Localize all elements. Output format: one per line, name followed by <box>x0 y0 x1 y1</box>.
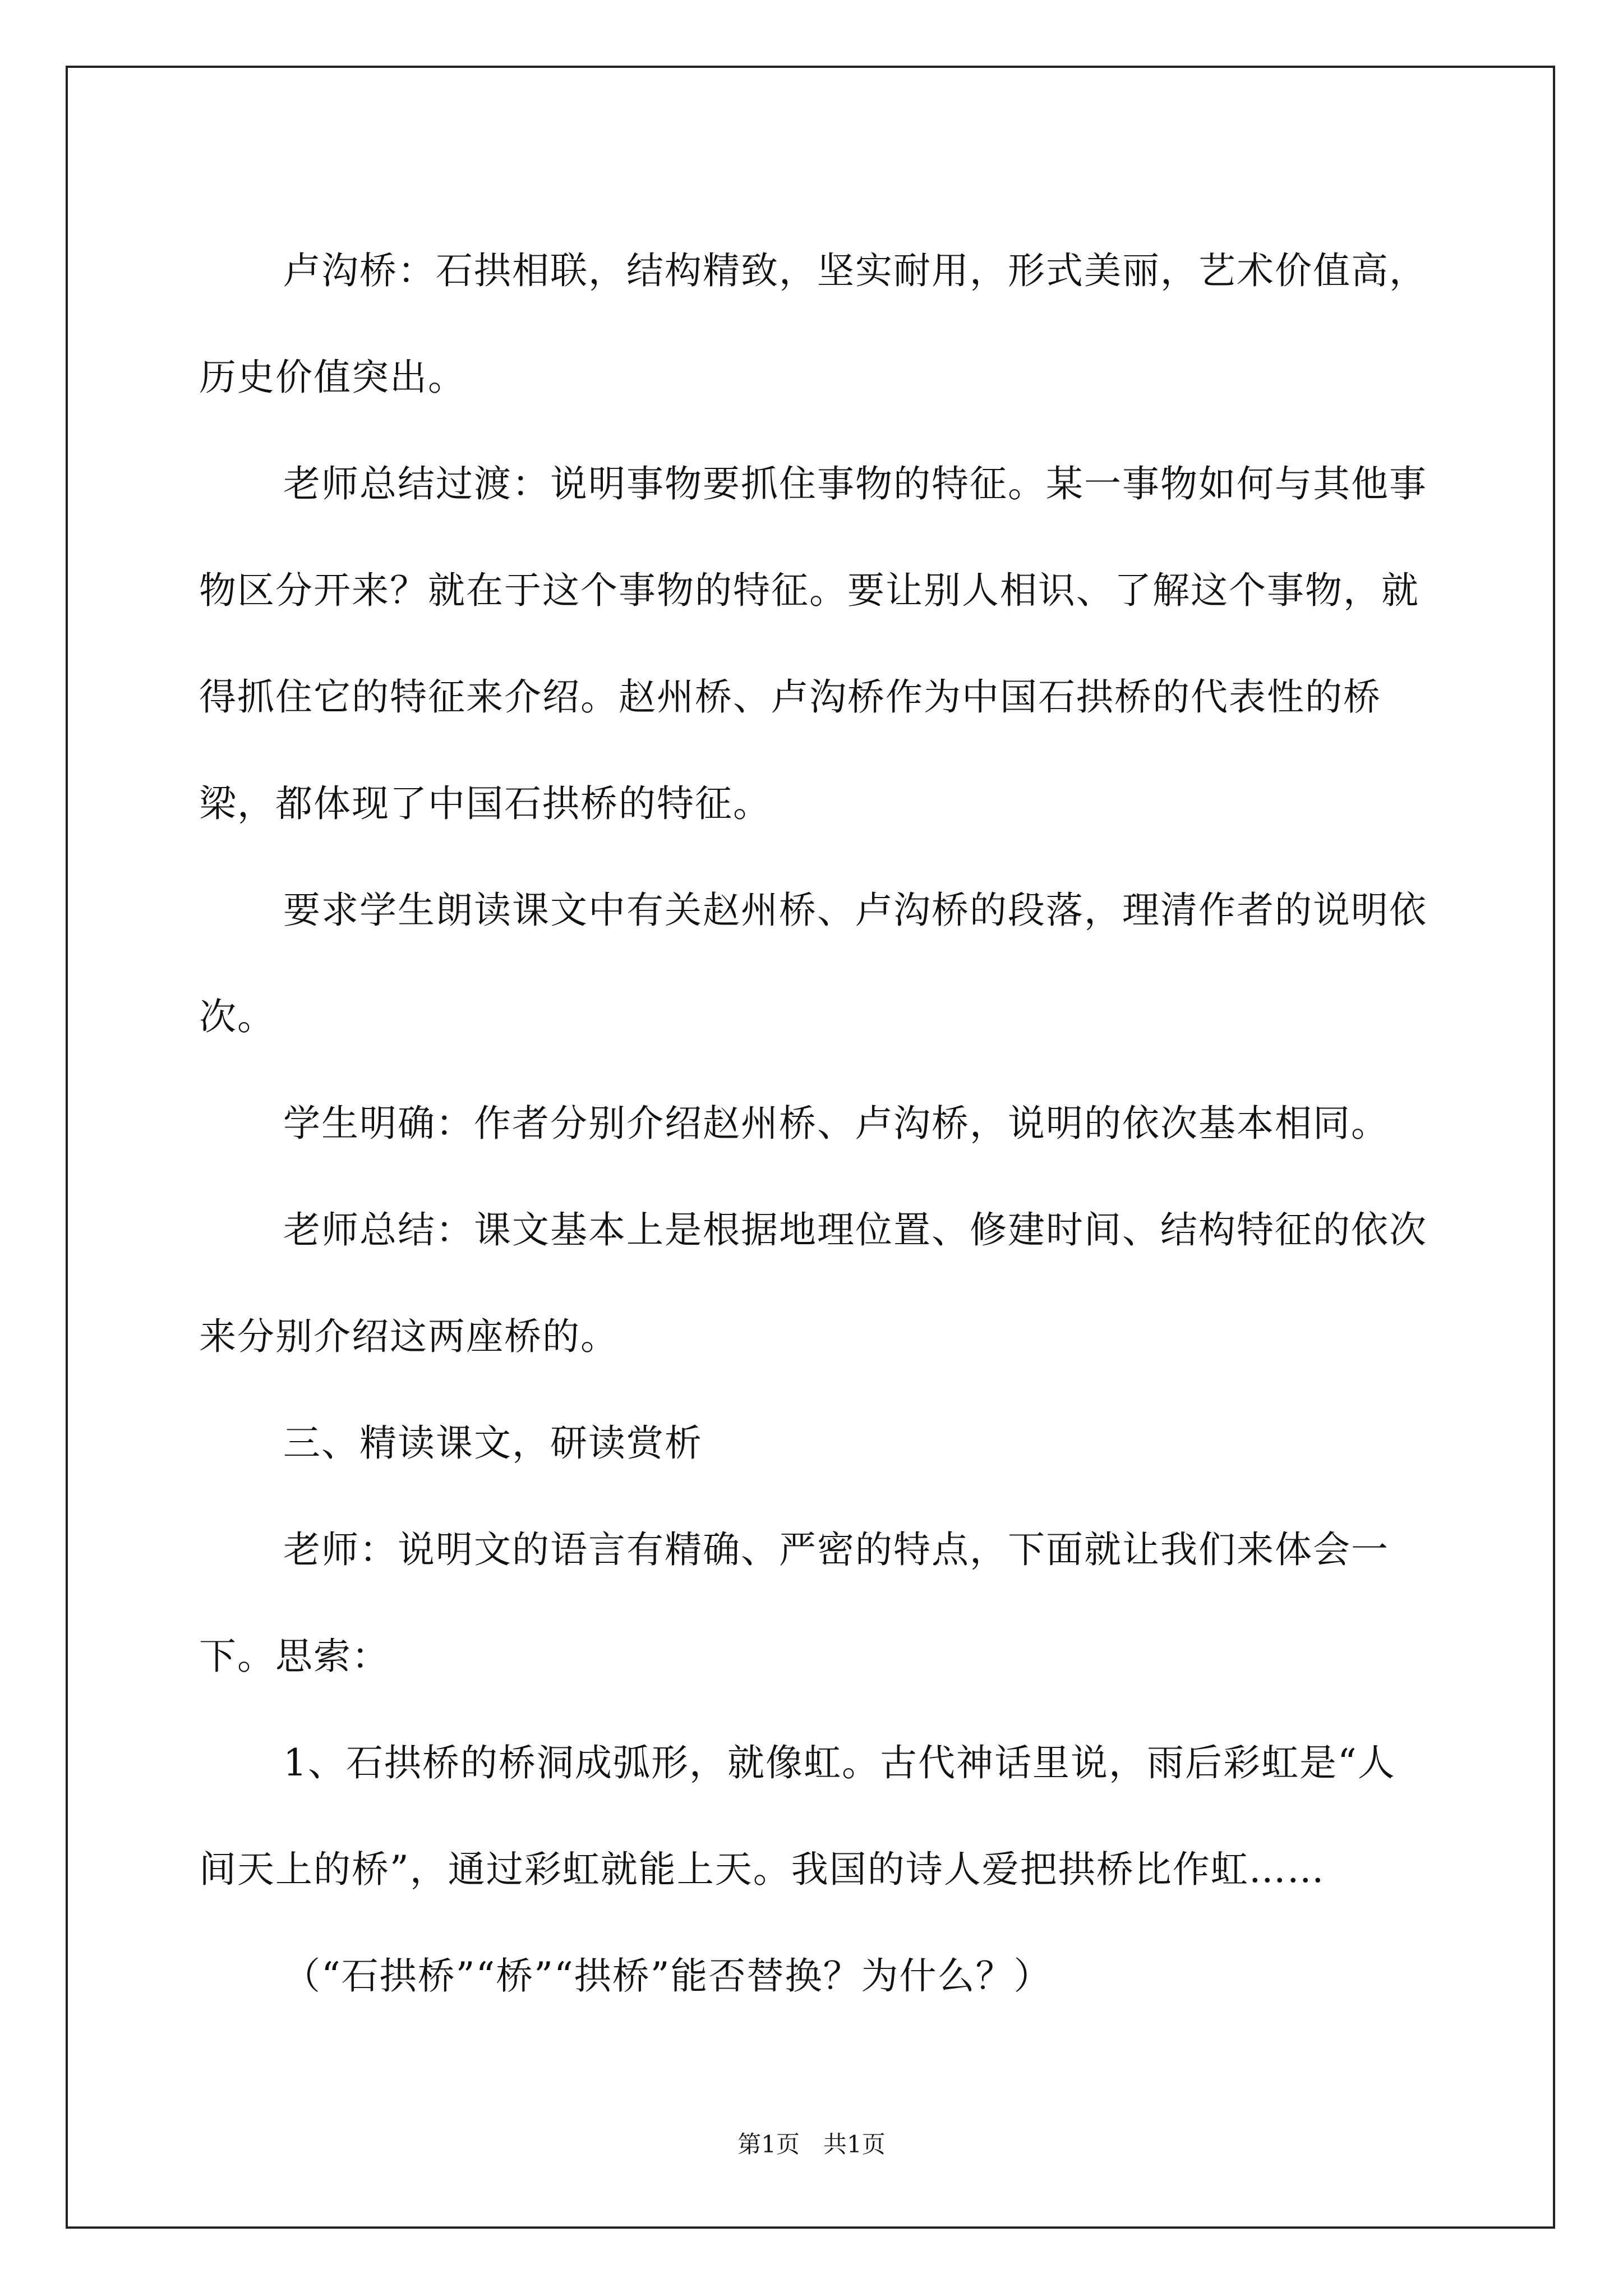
document-body <box>199 218 1433 2030</box>
paragraph-student-clarify: 学生明确：作者分别介绍赵州桥、卢沟桥，说明的依次基本相同。 <box>283 1102 1389 1145</box>
paragraph-teacher-summary: 老师总结：课文基本上是根据地理位置、修建时间、结构特征的依次来分别介绍这两座桥的。 <box>199 1208 1427 1358</box>
paragraph-question-replace: （“石拱桥”“桥”“拱桥”能否替换？为什么？） <box>283 1954 1052 1998</box>
page-number: 第1页 共1页 <box>737 2131 886 2158</box>
paragraph-teacher-language: 老师：说明文的语言有精确、严密的特点，下面就让我们来体会一下。思索： <box>199 1528 1389 1678</box>
paragraph-lugou-bridge: 卢沟桥：石拱相联，结构精致，坚实耐用，形式美丽，艺术价值高，历史价值突出。 <box>199 249 1427 399</box>
paragraph-reading-request: 要求学生朗读课文中有关赵州桥、卢沟桥的段落，理清作者的说明依次。 <box>199 889 1427 1038</box>
paragraph-question-one: 1、石拱桥的桥洞成弧形，就像虹。古代神话里说，雨后彩虹是“人间天上的桥”，通过彩虹就能上天。我国的诗人爱把拱桥比作虹…… <box>199 1741 1396 1891</box>
paragraph-teacher-transition: 老师总结过渡：说明事物要抓住事物的特征。某一事物如何与其他事物区分开来？就在于这个事物的特征。要让别人相识、了解这个事物，就得抓住它的特征来介绍。赵州桥、卢沟桥作为中国石拱桥的代表性的桥梁，都体现了中国石拱桥的特征。 <box>199 462 1427 825</box>
section-heading-close-reading: 三、精读课文，研读赏析 <box>283 1421 703 1465</box>
